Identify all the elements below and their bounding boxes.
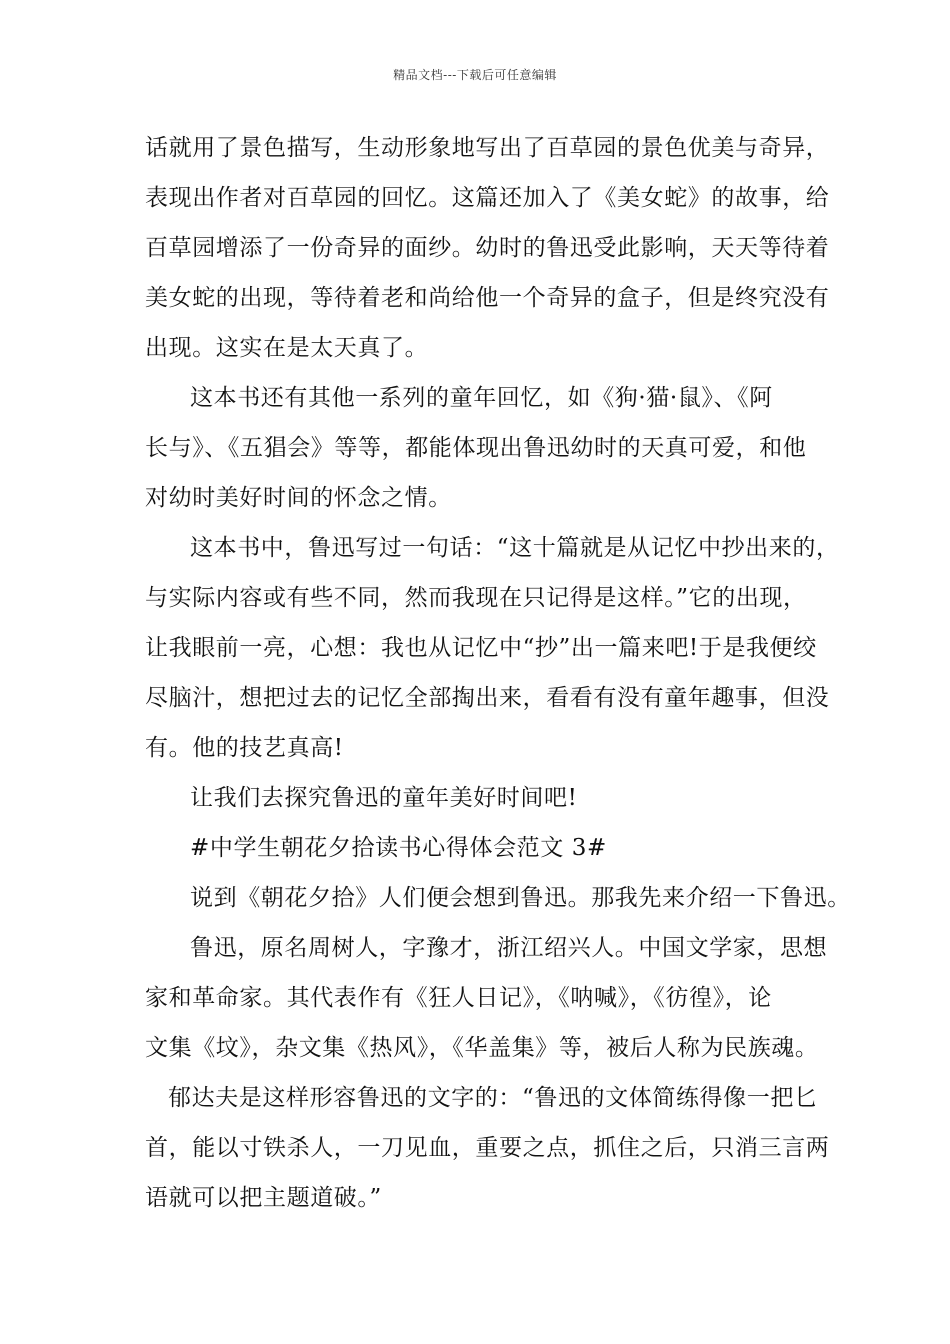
- paragraph-line: 对幼时美好时间的怀念之情。: [145, 485, 452, 511]
- paragraph-line: 有。他的技艺真高!: [145, 735, 344, 761]
- paragraph-line: 尽脑汁，想把过去的记忆全部掏出来，看看有没有童年趣事，但没: [145, 685, 830, 711]
- paragraph-line: 这本书还有其他一系列的童年回忆，如《狗·猫·鼠》、《阿: [190, 385, 773, 411]
- paragraph-line: 说到《朝花夕拾》人们便会想到鲁迅。那我先来介绍一下鲁迅。: [190, 885, 851, 911]
- page-header: 精品文档---下载后可任意编辑: [393, 68, 557, 82]
- paragraph-line: 话就用了景色描写，生动形象地写出了百草园的景色优美与奇异，: [145, 135, 830, 161]
- section-heading: #中学生朝花夕拾读书心得体会范文 3#: [190, 835, 607, 861]
- paragraph-line: 文集《坟》，杂文集《热风》，《华盖集》等，被后人称为民族魂。: [145, 1035, 819, 1061]
- paragraph-line: 家和革命家。其代表作有《狂人日记》，《呐喊》，《彷徨》，论: [145, 985, 772, 1011]
- paragraph-line: 让我们去探究鲁迅的童年美好时间吧!: [190, 785, 578, 811]
- paragraph-line: 美女蛇的出现，等待着老和尚给他一个奇异的盒子，但是终究没有: [145, 285, 830, 311]
- paragraph-line: 与实际内容或有些不同，然而我现在只记得是这样。”它的出现，: [145, 585, 807, 611]
- paragraph-line: 百草园增添了一份奇异的面纱。幼时的鲁迅受此影响，天天等待着: [145, 235, 830, 261]
- paragraph-line: 让我眼前一亮，心想：我也从记忆中“抄”出一篇来吧!于是我便绞: [145, 635, 817, 661]
- paragraph-line: 长与》、《五猖会》等等，都能体现出鲁迅幼时的天真可爱，和他: [145, 435, 807, 461]
- paragraph-line: 这本书中，鲁迅写过一句话：“这十篇就是从记忆中抄出来的，: [190, 535, 840, 561]
- paragraph-line: 语就可以把主题道破。”: [145, 1185, 382, 1211]
- paragraph-line: 表现出作者对百草园的回忆。这篇还加入了《美女蛇》的故事，给: [145, 185, 830, 211]
- paragraph-line: 郁达夫是这样形容鲁迅的文字的：“鲁迅的文体简练得像一把匕: [168, 1085, 818, 1111]
- paragraph-line: 首，能以寸铁杀人，一刀见血，重要之点，抓住之后，只消三言两: [145, 1135, 830, 1161]
- paragraph-line: 鲁迅，原名周树人，字豫才，浙江绍兴人。中国文学家，思想: [190, 935, 828, 961]
- paragraph-line: 出现。这实在是太天真了。: [145, 335, 429, 361]
